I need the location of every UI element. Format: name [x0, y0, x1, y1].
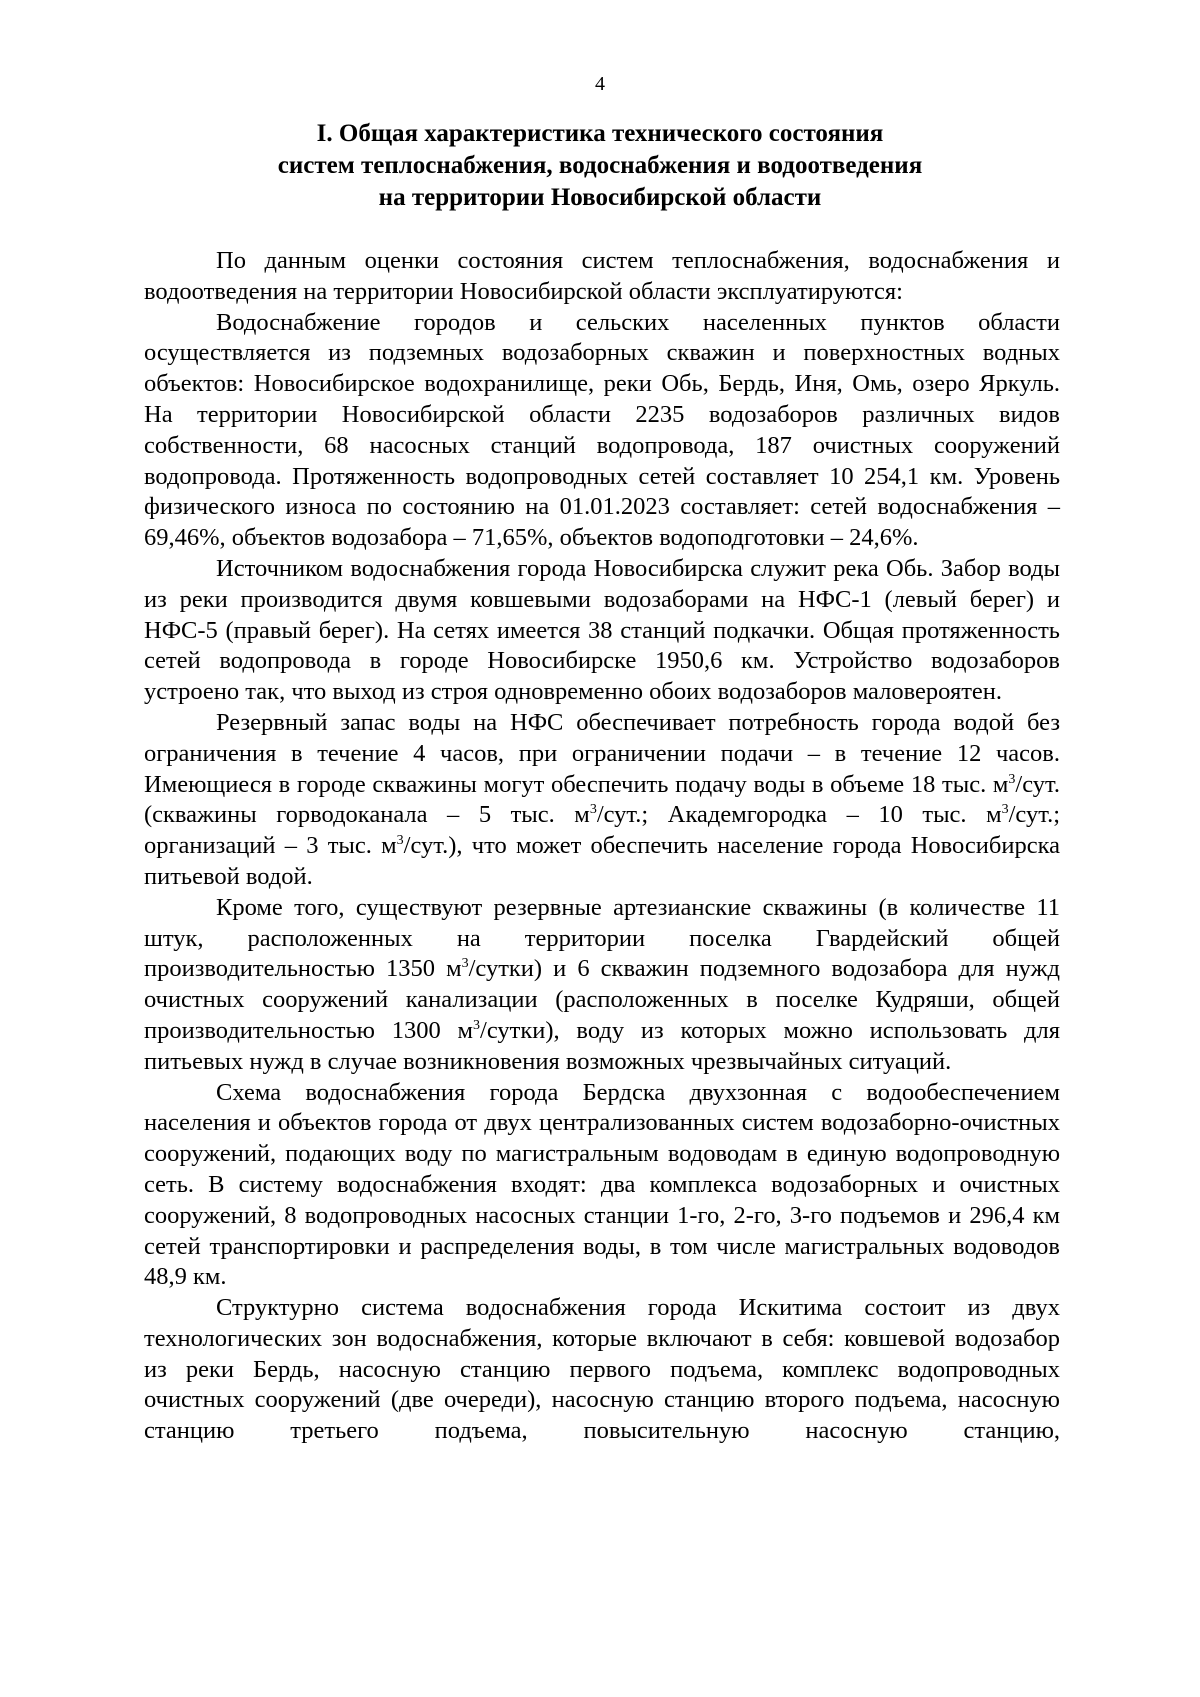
paragraph-berdsk-scheme: Схема водоснабжения города Бердска двухзонная с водообеспечением населения и объектов города от двух централизованных систем водозаборно-очистных сооружений, подающих воду по магистральным водоводам в единую водопроводную сеть. В систему водоснабжения входят: два комплекса водозаборных и очистных сооружений, 8 водопроводных насосных станции 1-го, 2-го, 3-го подъемов и 296,4 км сетей транспортировки и распределения воды, в том числе магистральных водоводов 48,9 км. [144, 1078, 1060, 1291]
reserve-text-part-2: /сут. (скважины горводоканала – 5 тыс. м [144, 770, 1060, 829]
reserve-text-part-5: /сут.), что может обеспечить население города Новосибирска питьевой водой. [144, 832, 1060, 890]
paragraph-reserve-water [144, 708, 1060, 893]
paragraph-intro: По данным оценки состояния систем теплоснабжения, водоснабжения и водоотведения на территории Новосибирской области эксплуатируются: [144, 247, 1060, 305]
reserve-text-part-1: Резервный запас воды на НФС обеспечивает потребность города водой без ограничения в течение 4 часов, при ограничении подачи – в течение 12 часов. Имеющиеся в городе скважины могут обеспечить подачу воды в объеме 18 тыс. м [144, 708, 1060, 798]
page-number: 4 [595, 73, 605, 95]
superscript-cubic-4: 3 [396, 832, 404, 848]
artesian-text-part-3: /сутки), воду из которых можно использовать для питьевых нужд в случае возникновения возможных чрезвычайных ситуаций. [144, 1016, 1060, 1075]
section-title [130, 118, 1070, 214]
section-title-line-1: I. Общая характеристика технического состояния [316, 120, 884, 147]
paragraph-iskitim-scheme: Структурно система водоснабжения города Искитима состоит из двух технологических зон водоснабжения, которые включают в себя: ковшевой водозабор из реки Бердь, насосную станцию первого подъема, комплекс водопроводных очистных сооружений (две очереди), насосную станцию второго подъема, насосную станцию третьего подъема, повысительную насосную станцию, [144, 1294, 1060, 1445]
reserve-text-part-3: /сут.; Академгородка – 10 тыс. м [596, 801, 1002, 829]
paragraph-novosibirsk-source: Источником водоснабжения города Новосибирска служит река Обь. Забор воды из реки производится двумя ковшевыми водозаборами на НФС-1 (левый берег) и НФС-5 (правый берег). На сетях имеется 38 станций подкачки. Общая протяженность сетей водопровода в городе Новосибирске 1950,6 км. Устройство водозаборов устроено так, что выход из строя одновременно обоих водозаборов маловероятен. [144, 554, 1060, 706]
section-title-line-3: на территории Новосибирской области [378, 184, 822, 211]
superscript-cubic-1: 3 [1008, 771, 1016, 787]
superscript-cubic-3: 3 [1001, 802, 1009, 818]
paragraph-artesian-wells [144, 893, 1060, 1078]
superscript-cubic-2: 3 [589, 802, 597, 818]
document-body [144, 246, 1060, 1447]
section-title-line-2: систем теплоснабжения, водоснабжения и водоотведения [277, 152, 923, 179]
artesian-text-part-1: Кроме того, существуют резервные артезианские скважины (в количестве 11 штук, расположенных на территории поселка Гвардейский общей производительностью 1350 м [144, 893, 1060, 983]
artesian-text-part-2: /сутки) и 6 скважин подземного водозабора для нужд очистных сооружений канализации (расположенных в поселке Кудряши, общей производительностью 1300 м [144, 955, 1060, 1044]
paragraph-regional-water-supply: Водоснабжение городов и сельских населенных пунктов области осуществляется из подземных водозаборных скважин и поверхностных водных объектов: Новосибирское водохранилище, реки Обь, Бердь, Иня, Омь, озеро Яркуль. На территории Новосибирской области 2235 водозаборов различных видов собственности, 68 насосных станций водопровода, 187 очистных сооружений водопровода. Протяженность водопроводных сетей составляет 10 254,1 км. Уровень физического износа по состоянию на 01.01.2023 составляет: сетей водоснабжения – 69,46%, объектов водозабора – 71,65%, объектов водоподготовки – 24,6%. [144, 308, 1060, 552]
superscript-cubic-6: 3 [473, 1017, 481, 1033]
superscript-cubic-5: 3 [461, 956, 469, 972]
reserve-text-part-4: /сут.; организаций – 3 тыс. м [144, 801, 1060, 860]
